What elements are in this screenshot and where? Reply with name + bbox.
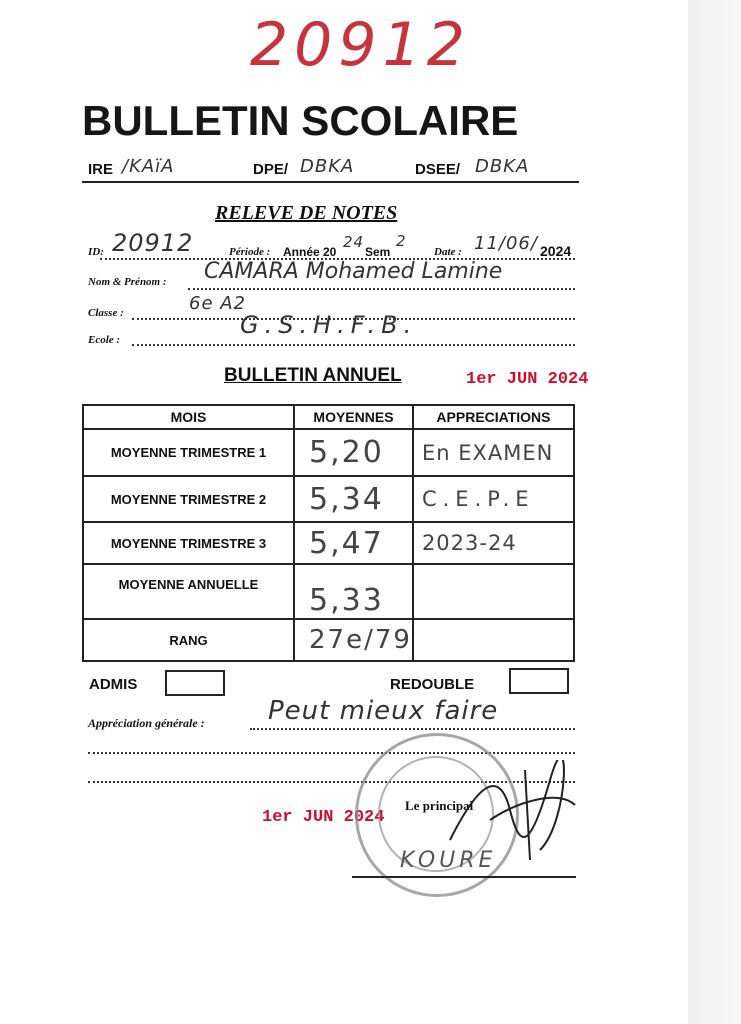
ire-label: IRE (88, 161, 114, 178)
col-header-mois: MOIS (83, 405, 294, 429)
date-value: 11/06/ (474, 233, 538, 254)
school-value: G.S.H.F.B. (240, 311, 418, 339)
dpe-value: DBKA (300, 156, 355, 177)
principal-label: Le principal (405, 798, 474, 813)
sem-value: 2 (396, 232, 407, 250)
row-value: 5,20 (294, 429, 413, 476)
signature-scribble (430, 760, 580, 870)
dsee-value: DBKA (475, 156, 530, 177)
page-edge (688, 0, 741, 1024)
school-dots (132, 344, 575, 346)
row-label: MOYENNE ANNUELLE (83, 564, 294, 619)
dsee-label: DSEE/ (415, 161, 461, 178)
redouble-checkbox[interactable] (509, 668, 569, 694)
general-value: Peut mieux faire (268, 696, 499, 726)
signature-line (352, 876, 576, 878)
row-value: 5,34 (294, 476, 413, 522)
id-label: ID: (88, 246, 104, 258)
row-appreciation: 2023-24 (413, 522, 574, 564)
table-row (83, 476, 574, 522)
col-header-appreciations: APPRECIATIONS (413, 405, 574, 429)
date-stamp-top: 1er JUN 2024 (466, 370, 589, 389)
period-year-prefix: Année 20 (283, 245, 337, 259)
name-dots (188, 288, 575, 290)
general-label: Appréciation générale : (88, 716, 205, 730)
row-label: MOYENNE TRIMESTRE 1 (83, 429, 294, 476)
page-title: BULLETIN SCOLAIRE (82, 97, 519, 144)
col-header-moyennes: MOYENNES (294, 405, 413, 429)
row-value: 5,47 (294, 522, 413, 564)
redouble-label: REDOUBLE (390, 676, 475, 693)
row-appreciation: C.E.P.E (413, 476, 574, 522)
ire-value: /KAïA (122, 156, 175, 177)
grades-table (82, 404, 575, 662)
class-value: 6e A2 (189, 293, 247, 314)
header-underline (82, 181, 579, 183)
admis-checkbox[interactable] (165, 670, 225, 696)
row-value: 5,33 (294, 564, 413, 619)
dpe-label: DPE/ (253, 161, 289, 178)
date-label: Date : (434, 246, 462, 258)
period-label: Période : (229, 246, 271, 258)
table-header-row (83, 405, 574, 429)
row-label: MOYENNE TRIMESTRE 2 (83, 476, 294, 522)
school-label: Ecole : (88, 334, 121, 346)
signature-name: KOURE (400, 848, 497, 873)
table-row (83, 522, 574, 564)
row-label: RANG (83, 619, 294, 661)
annual-title: BULLETIN ANNUEL (224, 365, 402, 386)
id-value: 20912 (112, 229, 194, 257)
document-number: 20912 (250, 10, 471, 80)
date-year: 2024 (540, 243, 572, 259)
date-stamp-bottom: 1er JUN 2024 (262, 808, 385, 827)
general-dots-1 (250, 728, 575, 730)
period-year-value: 24 (343, 233, 365, 251)
general-dots-2 (88, 752, 575, 754)
name-value: CAMARA Mohamed Lamine (204, 259, 503, 284)
table-row (83, 619, 574, 661)
sem-label: Sem (365, 245, 391, 259)
table-row (83, 564, 574, 619)
name-label: Nom & Prénom : (88, 276, 167, 288)
row-appreciation (413, 619, 574, 661)
row-label: MOYENNE TRIMESTRE 3 (83, 522, 294, 564)
notes-subtitle: RELEVE DE NOTES (215, 202, 398, 224)
table-row (83, 429, 574, 476)
row-appreciation (413, 564, 574, 619)
row-appreciation: En EXAMEN (413, 429, 574, 476)
class-label: Classe : (88, 307, 124, 319)
admis-label: ADMIS (89, 676, 138, 693)
row-value: 27e/79 (294, 619, 413, 661)
